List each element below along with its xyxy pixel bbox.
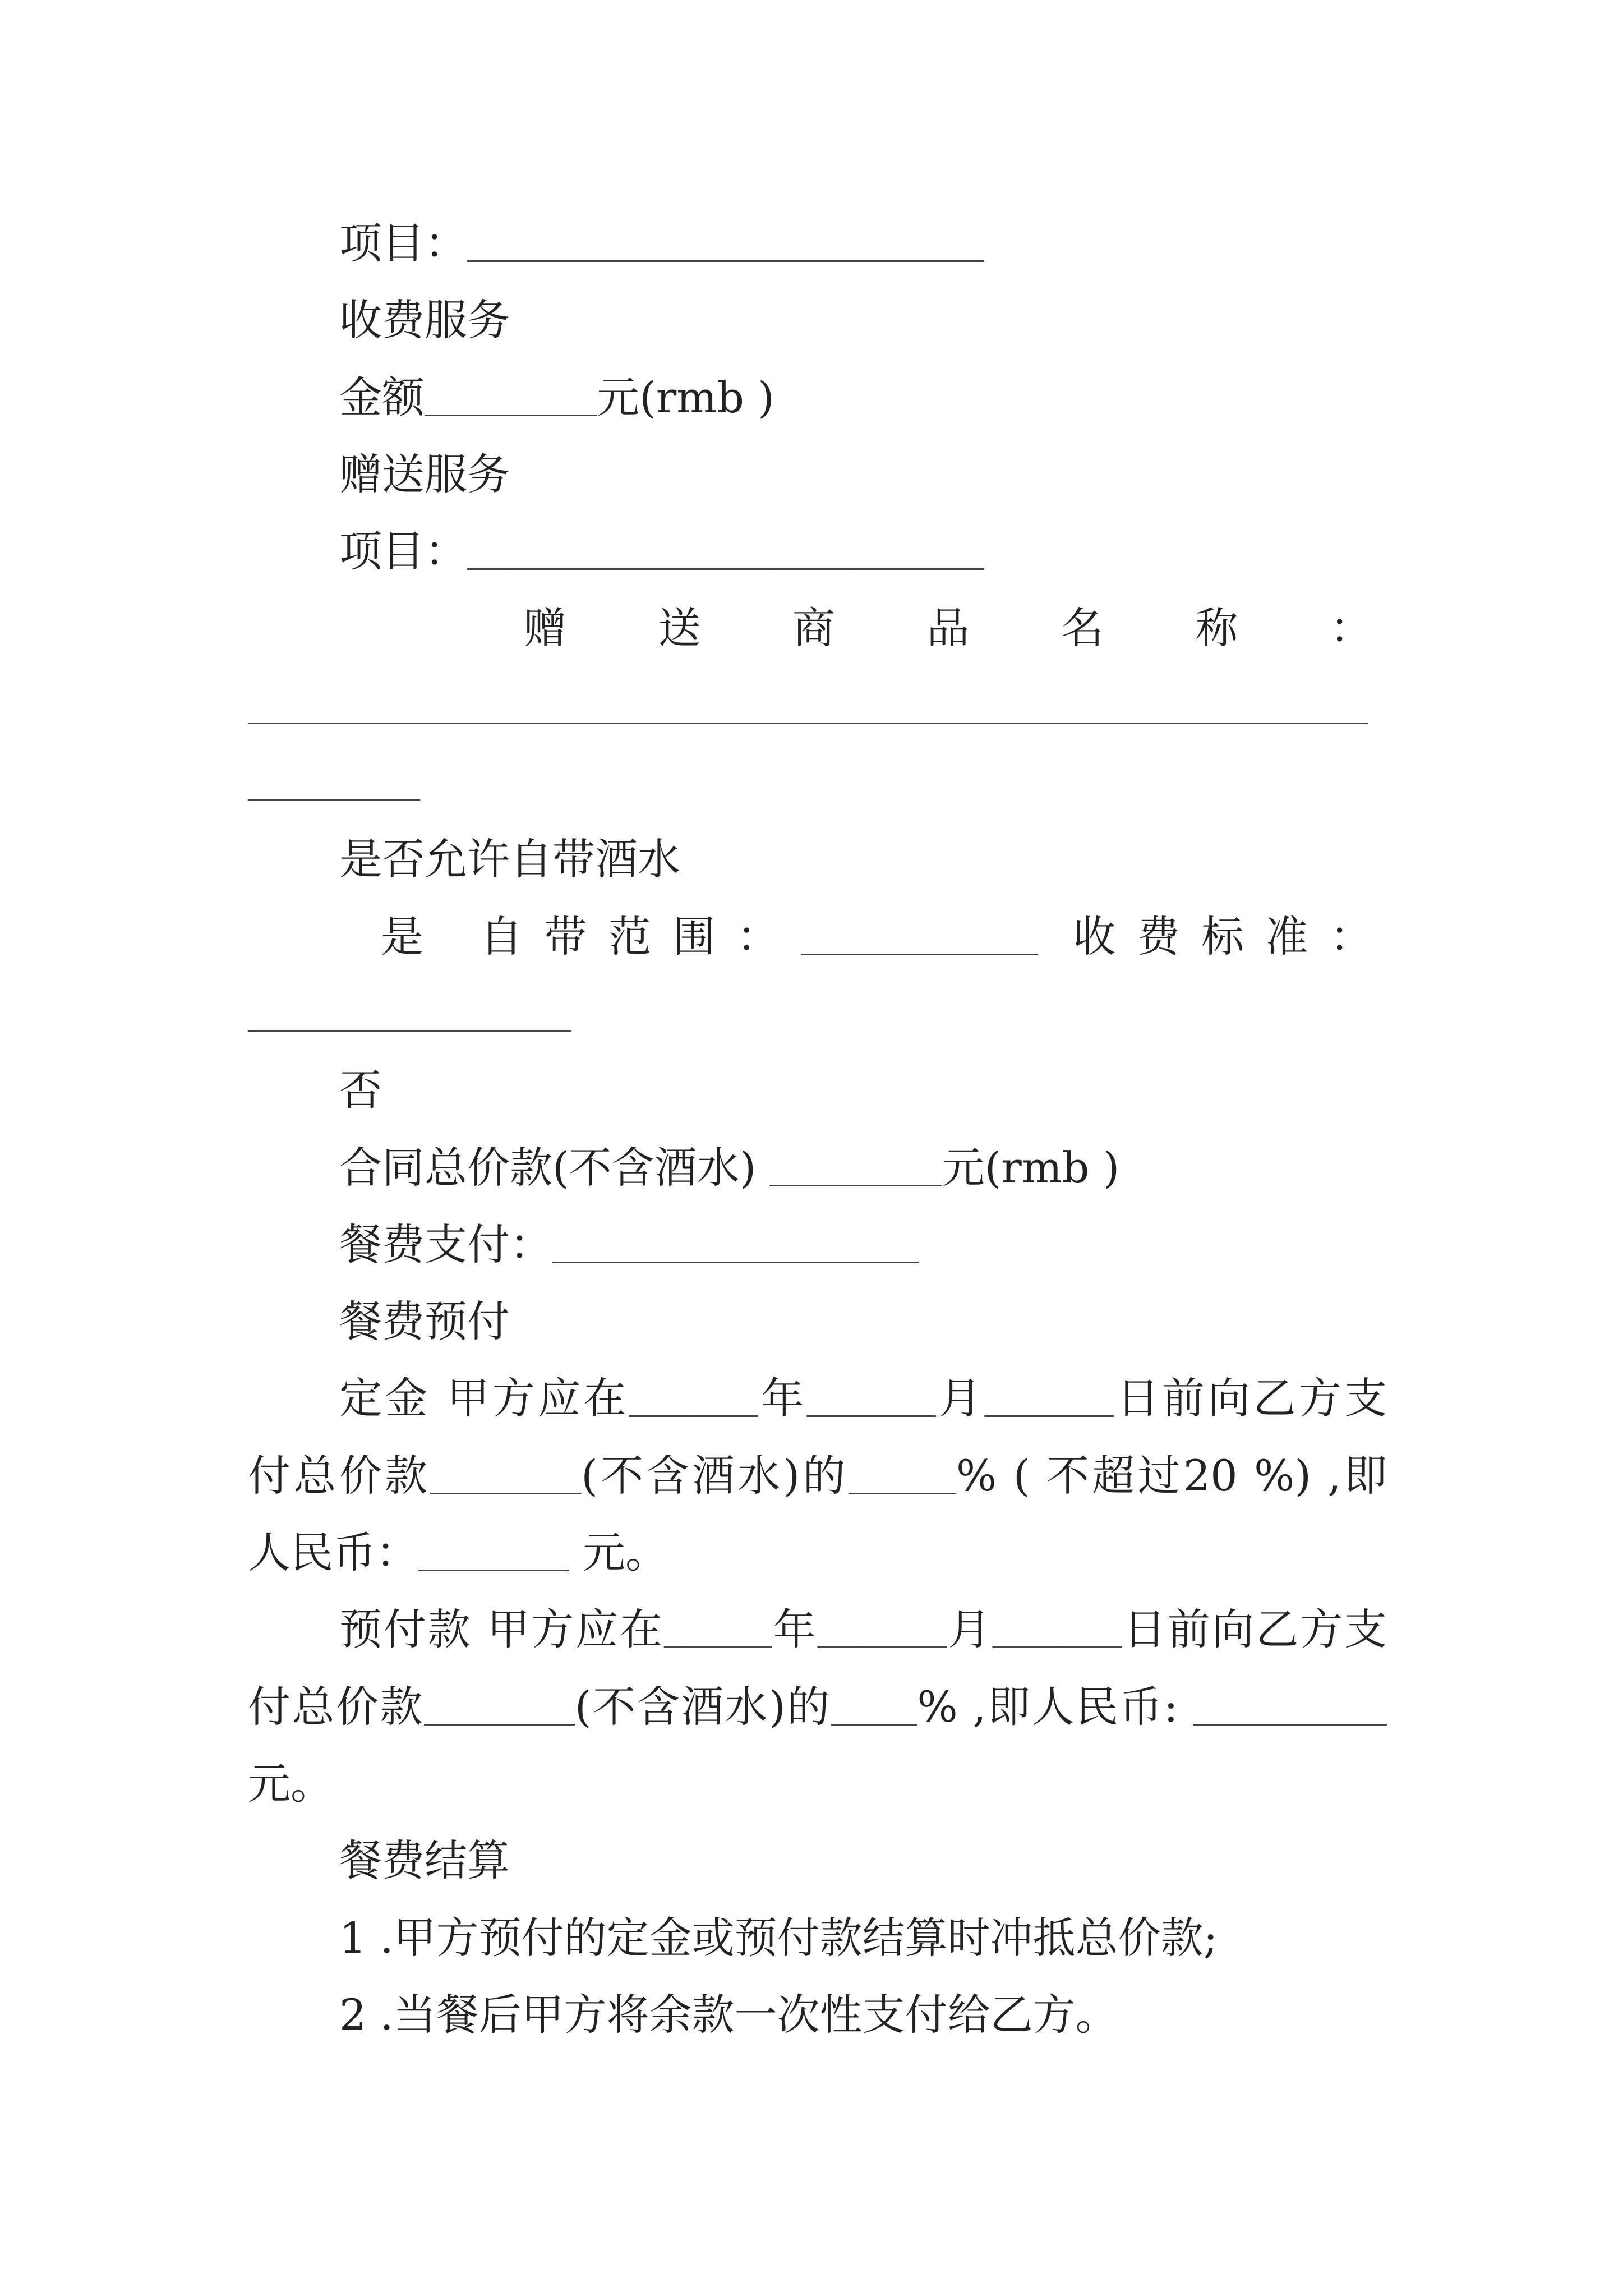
gift-service-heading — [0, 436, 1623, 513]
advance-month-text: 月 — [946, 1604, 993, 1655]
gift-goods-blank-1: ____________________________________________________ — [248, 691, 1368, 731]
advance-text-4: (不含酒水)的 — [574, 1681, 831, 1732]
payment-blank: _________________ — [552, 1230, 919, 1271]
paid-project-line — [0, 205, 1623, 282]
advance-year-blank: _____ — [663, 1615, 772, 1656]
gift-project-blank: ________________________ — [467, 537, 984, 578]
advance-line-2 — [248, 1668, 1387, 1745]
deposit-text-3: 付总价款 — [248, 1450, 431, 1501]
advance-day-blank: ______ — [992, 1615, 1122, 1656]
byob-question: 是否允许自带酒水 — [339, 834, 680, 885]
amount-unit: 元(rmb ) — [597, 372, 774, 422]
deposit-month-text: 月 — [935, 1373, 985, 1424]
deposit-line-3 — [0, 1514, 1623, 1591]
deposit-text-4: (不含酒水)的 — [581, 1450, 849, 1501]
deposit-year-blank: ______ — [629, 1384, 759, 1425]
advance-total-blank: _______ — [424, 1692, 575, 1733]
byob-fee-blank-line — [0, 975, 1623, 1052]
deposit-text-1: 定金 甲方应在 — [339, 1373, 629, 1424]
contract-body — [0, 205, 1623, 2053]
amount-blank: ________ — [425, 383, 597, 424]
deposit-rmb-blank: _______ — [418, 1538, 569, 1579]
contract-total-label: 合同总价款(不含酒水) — [339, 1142, 770, 1193]
deposit-text-5: % ( 不超过20 %) ,即 — [956, 1450, 1387, 1501]
gift-project-label: 项目： — [339, 526, 467, 577]
byob-question-line — [0, 821, 1623, 898]
advance-text-3: 付总价款 — [248, 1681, 425, 1732]
byob-no-line — [0, 1052, 1623, 1129]
paid-project-blank: ________________________ — [467, 229, 984, 269]
advance-text-2: 日前向乙方支 — [1122, 1604, 1387, 1655]
gift-goods-blank-2: ________ — [248, 768, 421, 809]
gift-goods-line — [524, 590, 1372, 666]
byob-scope-blank: ___________ — [801, 922, 1038, 963]
deposit-percent-blank: _____ — [848, 1461, 956, 1502]
deposit-line-2 — [248, 1437, 1387, 1514]
advance-month-blank: ______ — [817, 1615, 947, 1656]
advance-text-1: 预付款 甲方应在 — [339, 1604, 664, 1655]
paid-project-label: 项目： — [339, 218, 467, 268]
gift-goods-blank-line-1 — [0, 667, 1623, 744]
advance-year-text: 年 — [771, 1604, 818, 1655]
contract-total-blank: ________ — [769, 1153, 942, 1194]
contract-total-unit: 元(rmb ) — [942, 1142, 1120, 1193]
prepay-heading-text: 餐费预付 — [339, 1296, 510, 1347]
advance-text-5: % ,即人民币: — [917, 1681, 1193, 1732]
byob-no: 否 — [339, 1065, 382, 1116]
gift-service-heading-text: 赠送服务 — [339, 449, 510, 499]
gift-goods-label: 赠送商品名称： — [524, 603, 1372, 654]
byob-yes-line — [381, 898, 1372, 975]
paid-service-heading — [0, 282, 1623, 358]
settlement-heading — [0, 1822, 1623, 1899]
gift-goods-blank-line-2 — [0, 744, 1623, 821]
deposit-year-text: 年 — [758, 1373, 807, 1424]
deposit-total-blank: _______ — [430, 1461, 582, 1502]
deposit-line-1 — [339, 1360, 1387, 1437]
paid-service-heading-text: 收费服务 — [339, 295, 510, 346]
payment-label: 餐费支付： — [339, 1219, 552, 1269]
advance-line-3 — [0, 1745, 1623, 1822]
contract-total-line — [0, 1129, 1623, 1206]
settlement-item-2 — [0, 1976, 1623, 2053]
advance-rmb-blank: _________ — [1193, 1692, 1387, 1733]
advance-rmb-unit: 元。 — [248, 1758, 333, 1809]
amount-label: 金额 — [339, 372, 425, 422]
prepay-heading — [0, 1283, 1623, 1360]
byob-fee-blank: _______________ — [248, 999, 571, 1039]
settlement-item-1-text: 1 .甲方预付的定金或预付款结算时冲抵总价款; — [339, 1912, 1218, 1963]
payment-line — [0, 1206, 1623, 1283]
gift-project-line — [0, 513, 1623, 590]
byob-fee-label: 收费标准： — [1038, 911, 1372, 961]
settlement-item-1 — [0, 1899, 1623, 1976]
deposit-day-blank: ______ — [984, 1384, 1114, 1425]
deposit-rmb-unit: 元。 — [569, 1527, 668, 1578]
deposit-rmb-label: 人民币： — [248, 1527, 418, 1578]
byob-yes-scope-label: 是 自带范围： — [381, 911, 801, 961]
advance-line-1 — [339, 1591, 1387, 1668]
settlement-item-2-text: 2 .当餐后甲方将余款一次性支付给乙方。 — [339, 1989, 1118, 2040]
settlement-heading-text: 餐费结算 — [339, 1835, 510, 1886]
amount-line — [0, 359, 1623, 436]
advance-percent-blank: ____ — [831, 1692, 917, 1733]
deposit-text-2: 日前向乙方支 — [1113, 1373, 1387, 1424]
deposit-month-blank: ______ — [806, 1384, 936, 1425]
